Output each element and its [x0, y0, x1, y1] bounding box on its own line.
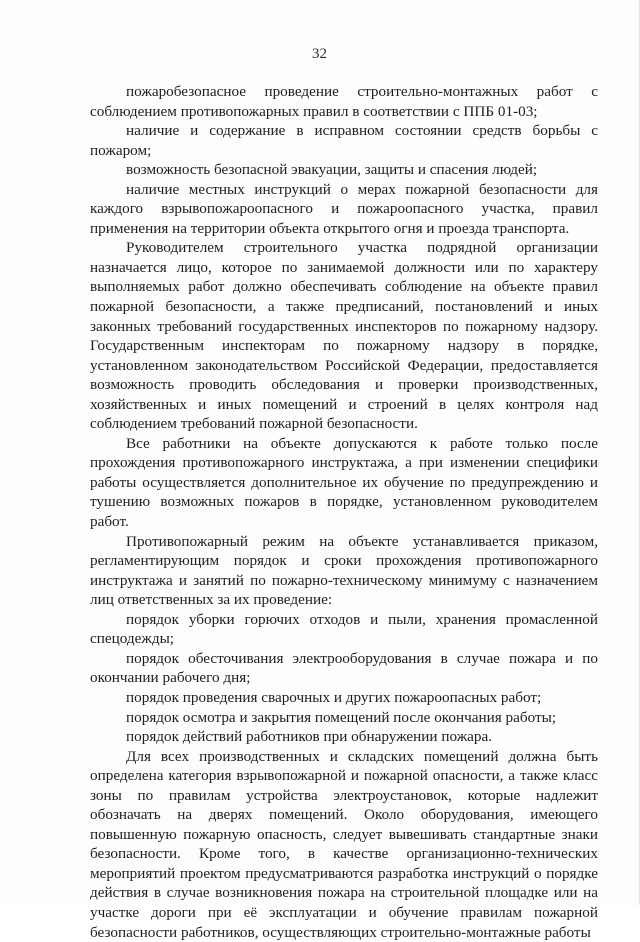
page-number: 32 — [312, 46, 327, 62]
paragraph: порядок уборки горючих отходов и пыли, хранения промасленной спецодежды; — [90, 610, 598, 648]
paragraph: Все работники на объекте допускаются к работе только после прохождения противопожарного инструктажа, а при изменении специфики работы осуществляется дополнительное их обучение по предупреждению и тушению возможных пожаров в порядке, установленном руководителем работ. — [90, 434, 598, 531]
paragraph: возможность безопасной эвакуации, защиты и спасения людей; — [126, 161, 538, 179]
paragraph: порядок проведения сварочных и других пожароопасных работ; — [126, 688, 542, 706]
paragraph: Для всех производственных и складских помещений должна быть определена категория взрывопожарной и пожарной опасности, а также класс зоны по правилам устройства электроустановок, которые надлежит обозначать на дверях помещений. Около оборудования, имеющего повышенную пожарную опасность, следует вывешивать стандартные знаки безопасности. Кроме того, в качестве организационно-технических мероприятий проектом предусматриваются разработка инструкций о порядке действия в случае возникновения пожара на строительной площадке или на участке дороги при её эксплуатации и обучение правилам пожарной безопасности работников, осуществляющих строительно-монтажные работы — [90, 747, 598, 941]
document-body — [90, 82, 598, 942]
paragraph: порядок действий работников при обнаружении пожара. — [126, 728, 493, 746]
paragraph: порядок осмотра и закрытия помещений после окончания работы; — [126, 708, 557, 726]
paragraph: наличие местных инструкций о мерах пожарной безопасности для каждого взрывопожароопасного и пожароопасного участка, правил применения на территории объекта открытого огня и проезда транспорта. — [90, 180, 598, 237]
paragraph: пожаробезопасное проведение строительно-монтажных работ с соблюдением противопожарных правил в соответствии с ППБ 01-03; — [90, 83, 598, 120]
paragraph: Руководителем строительного участка подрядной организации назначается лицо, которое по занимаемой должности или по характеру выполняемых работ должно обеспечивать соблюдение на объекте правил пожарной безопасности, а также предписаний, постановлений и иных законных требований государственных инспекторов по пожарному надзору. Государственным инспекторам по пожарному надзору в порядке, установленном законодательством Российской Федерации, предоставляется возможность проводить обследования и проверки производственных, хозяйственных и иных помещений и строений в целях контроля над соблюдением требований пожарной безопасности. — [90, 239, 598, 433]
paragraph: Противопожарный режим на объекте устанавливается приказом, регламентирующим порядок и сроки прохождения противопожарного инструктажа и занятий по пожарно-техническому минимуму с назначением лиц ответственных за их проведение: — [90, 532, 598, 609]
paragraph: наличие и содержание в исправном состоянии средств борьбы с пожаром; — [90, 122, 598, 159]
paragraph: порядок обесточивания электрооборудования в случае пожара и по окончании рабочего дня; — [90, 649, 598, 687]
